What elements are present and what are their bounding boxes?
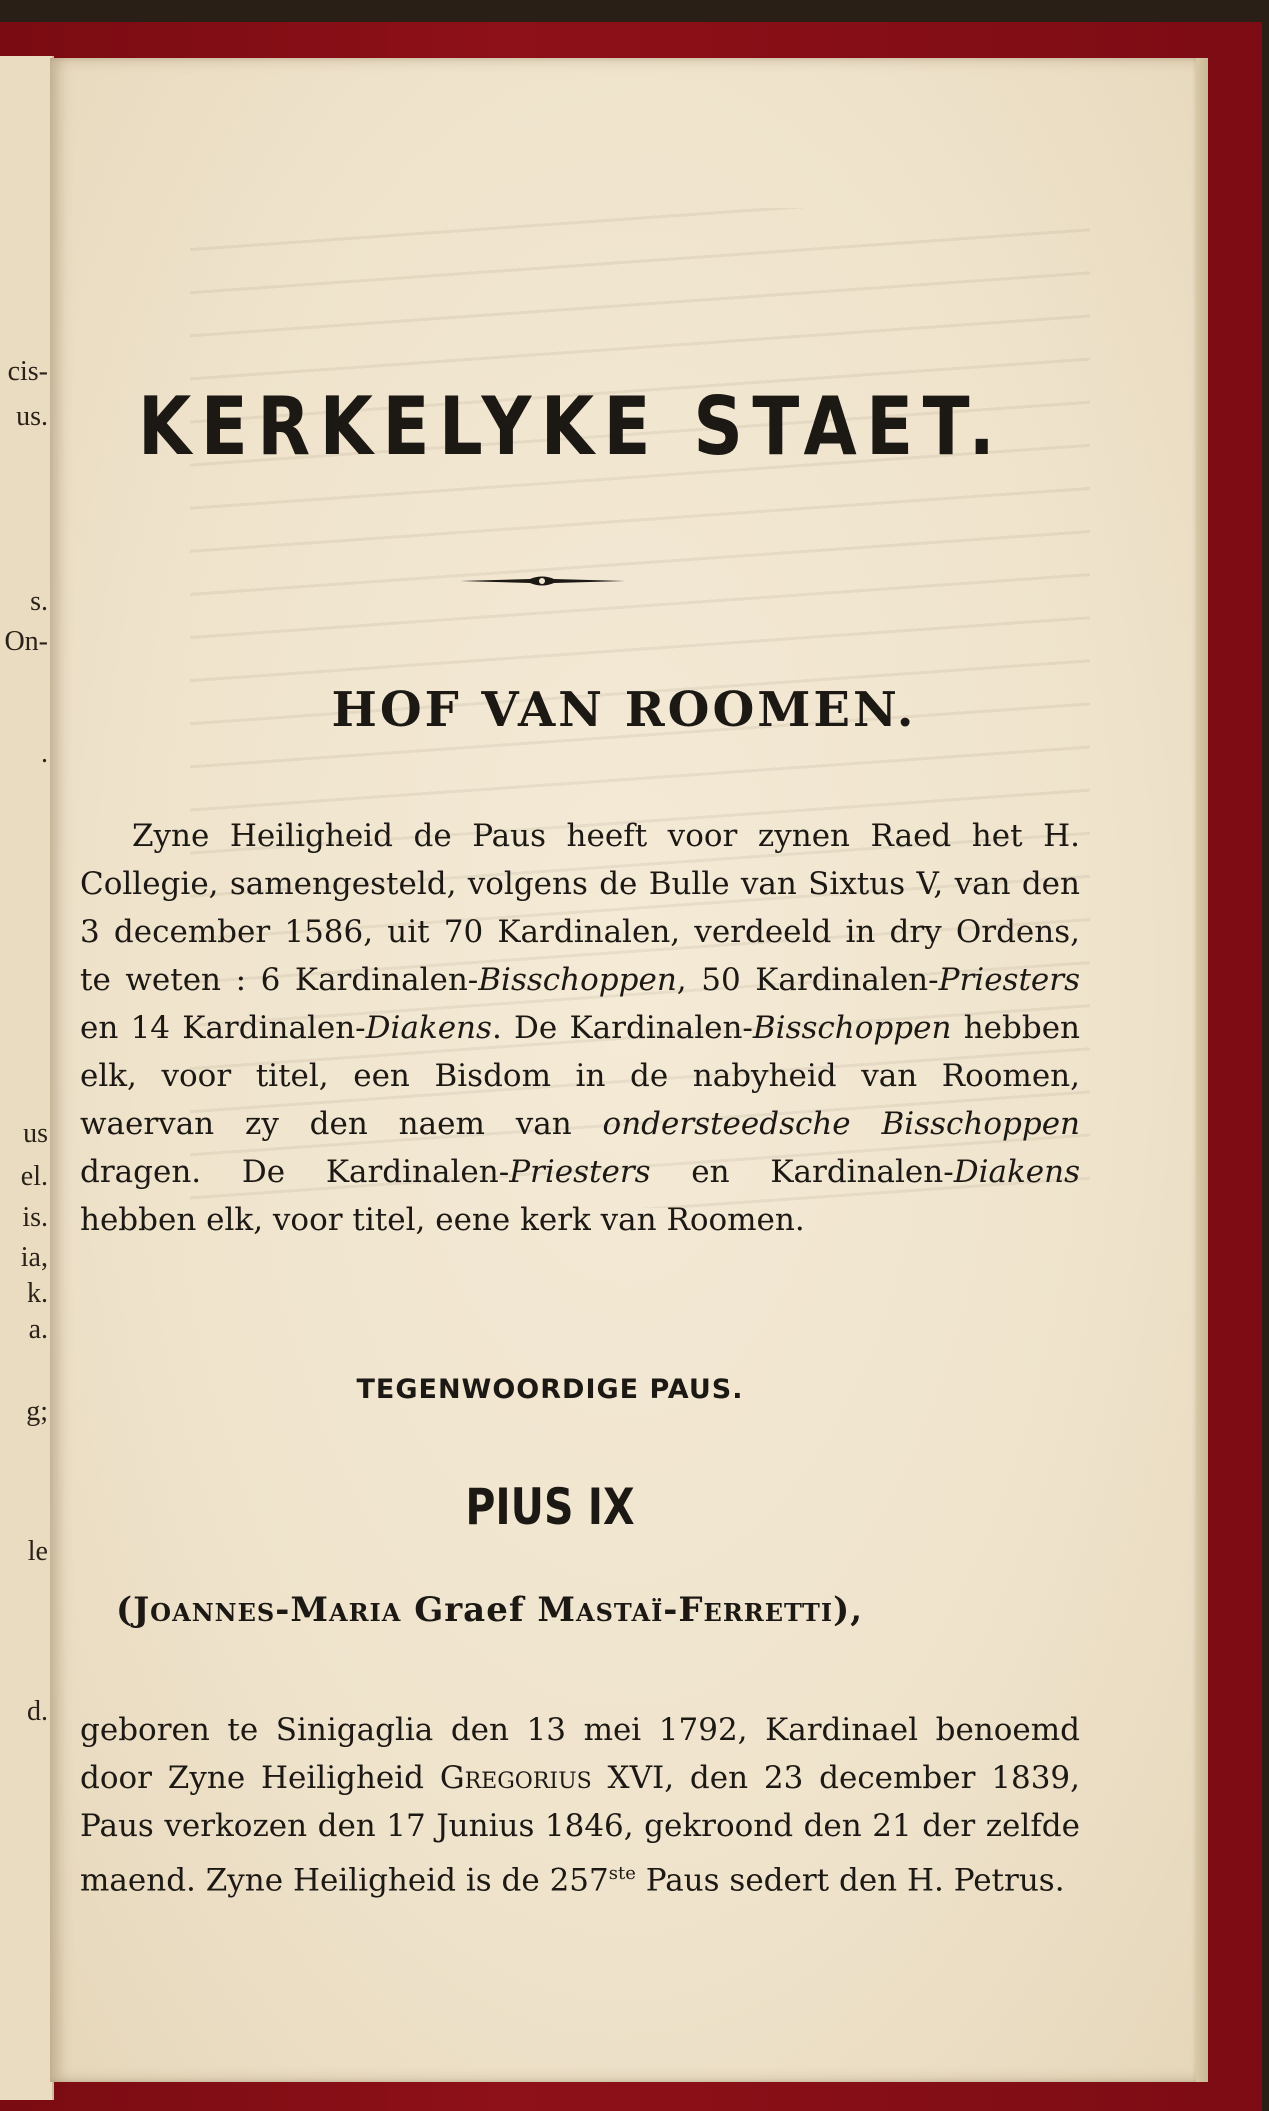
previous-page-fragment: g; — [26, 1396, 48, 1427]
book-page — [50, 58, 1198, 2082]
pope-full-name — [116, 1590, 1116, 1630]
name-part: Mastaï-Ferretti — [537, 1590, 834, 1630]
previous-page-edge — [0, 56, 54, 2100]
previous-page-fragment: cis- — [7, 356, 48, 387]
previous-page-fragment: el. — [20, 1161, 48, 1192]
text-run: Zyne Heiligheid de Paus heeft voor zynen Raed het H. Collegie, samengesteld, volgens de Bulle van Sixtus V, van den 3 december 1586, uit 70 Kardinalen, verdeeld in dry Ordens, te weten : 6 Kardinalen- — [80, 818, 1080, 998]
pope-name: PIUS IX — [465, 1478, 635, 1536]
paren-close: ), — [833, 1590, 864, 1630]
previous-page-fragment: ia, — [20, 1242, 48, 1273]
pope-biography — [80, 1706, 1080, 1904]
name-part: Joannes-Maria — [133, 1590, 402, 1630]
previous-page-fragment: us — [23, 1118, 48, 1149]
previous-page-fragment: a. — [28, 1314, 48, 1345]
text-run: . De Kardinalen- — [491, 1010, 753, 1046]
previous-page-fragment: le — [27, 1536, 48, 1567]
section-subtitle: HOF VAN ROOMEN. — [331, 682, 917, 738]
text-run: XVI, den 23 december 1839, Paus verkozen den 17 Junius 1846, gekroond den 21 der zelfde maend. Zyne Heiligheid is de 257 — [80, 1760, 1080, 1899]
italic-run: Diakens — [953, 1154, 1080, 1190]
divider-ornament-icon — [460, 574, 625, 588]
text-run: hebben elk, voor titel, een Bisdom in de nabyheid van Roomen, waervan zy den naem van — [80, 1010, 1080, 1142]
italic-run: ondersteedsche Bisschoppen — [602, 1106, 1081, 1142]
previous-page-fragment: us. — [16, 401, 48, 432]
text-run: , 50 Kardinalen- — [676, 962, 939, 998]
text-run: geboren te Sinigaglia den 13 mei 1792, Kardinael benoemd door Zyne Heiligheid — [80, 1712, 1080, 1796]
previous-page-fragment: On- — [4, 626, 48, 657]
text-run: Paus sedert den H. Petrus. — [635, 1862, 1065, 1899]
italic-run: Bisschoppen — [478, 962, 677, 998]
previous-page-fragment: is. — [22, 1202, 48, 1233]
previous-page-fragment: . — [41, 738, 48, 769]
ordinal-suffix: ste — [608, 1863, 636, 1884]
italic-run: Diakens — [365, 1010, 492, 1046]
previous-page-fragment: s. — [30, 586, 48, 617]
text-run: dragen. De Kardinalen- — [80, 1154, 510, 1190]
text-run: en Kardinalen- — [650, 1154, 954, 1190]
text-run: hebben elk, voor titel, eene kerk van Roomen. — [80, 1202, 805, 1238]
previous-page-fragment: d. — [27, 1696, 48, 1727]
page-edge — [1196, 58, 1208, 2082]
intro-paragraph — [80, 812, 1080, 1244]
italic-run: Priesters — [509, 1154, 651, 1190]
previous-page-fragment: k. — [27, 1278, 48, 1309]
italic-run: Priesters — [938, 962, 1080, 998]
page-title: KERKELYKE STAET. — [138, 380, 1005, 473]
name-part: Graef — [414, 1590, 525, 1630]
paren-open: ( — [116, 1590, 134, 1630]
pope-section-heading: TEGENWOORDIGE PAUS. — [356, 1374, 744, 1405]
smallcaps-run: Gregorius — [439, 1760, 592, 1796]
italic-run: Bisschoppen — [752, 1010, 952, 1046]
text-run: en 14 Kardinalen- — [80, 1010, 366, 1046]
